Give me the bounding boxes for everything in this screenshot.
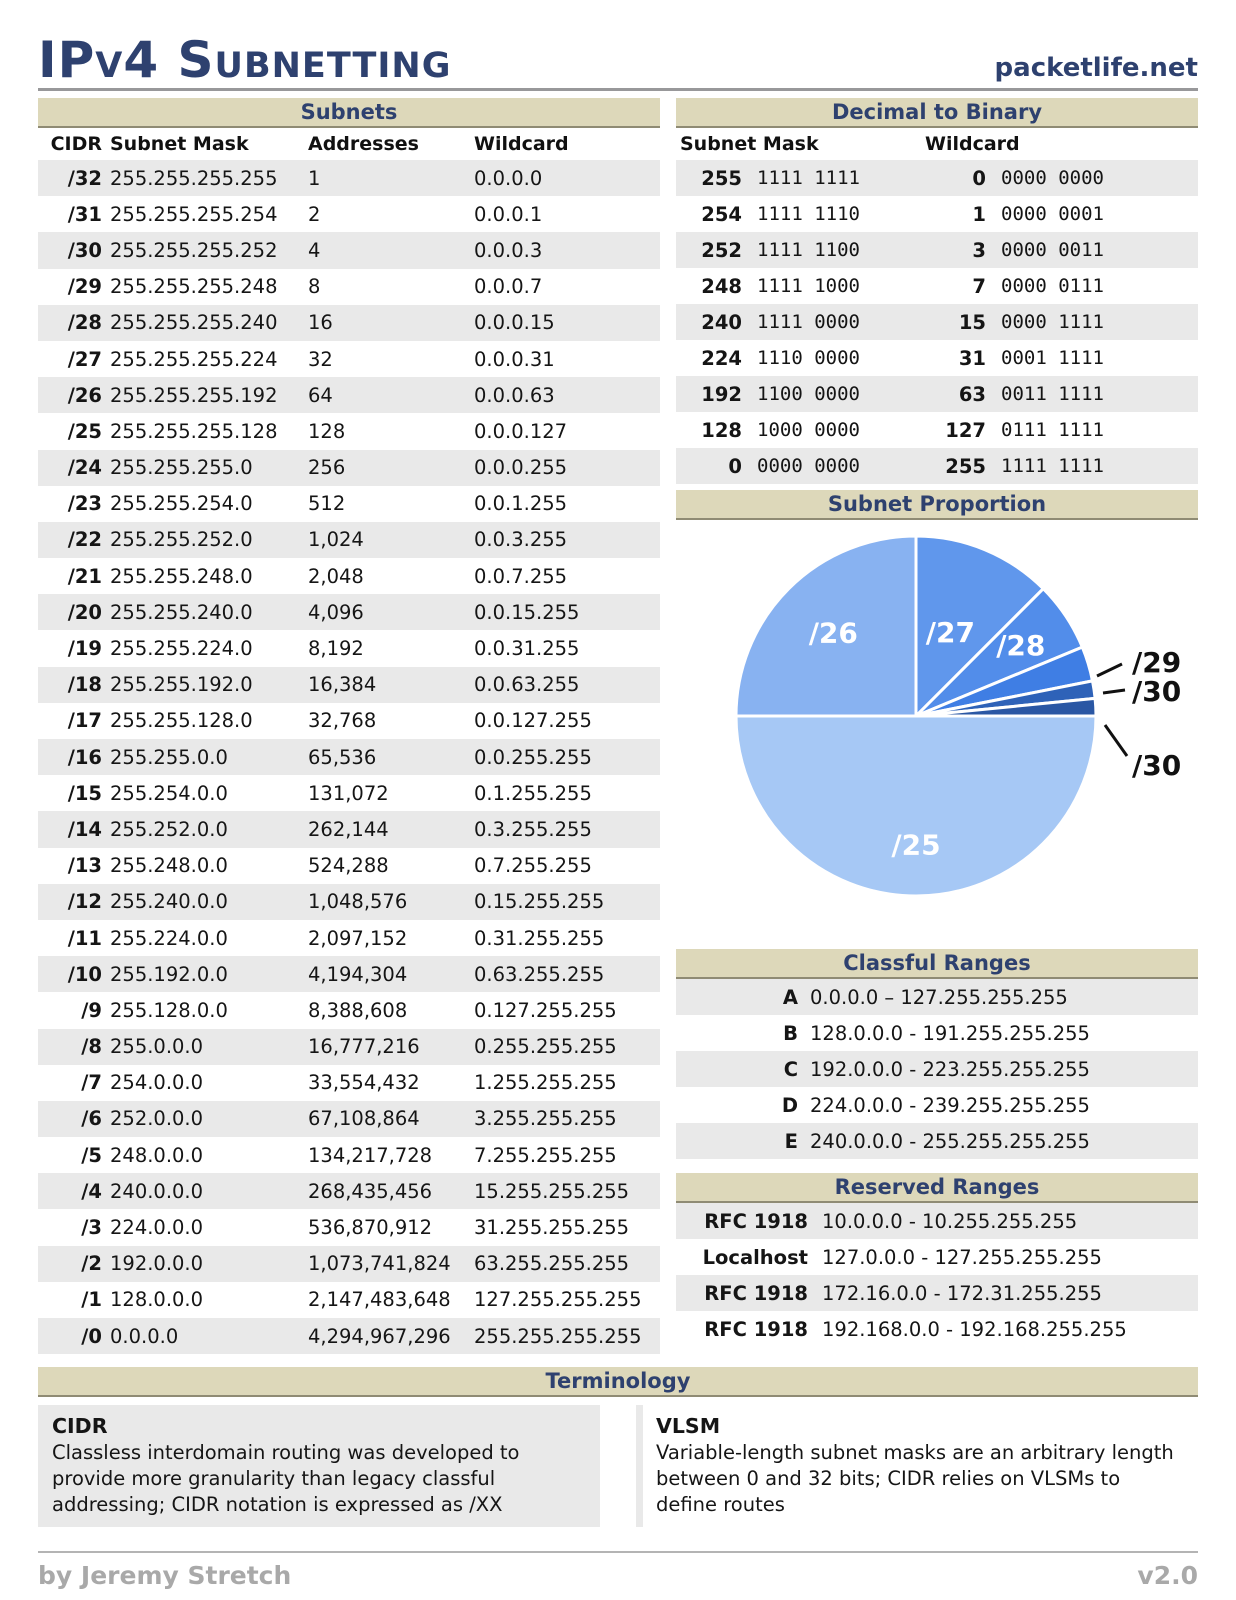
cell-cidr: /16 bbox=[67, 745, 102, 769]
cell-addresses: 256 bbox=[308, 456, 346, 480]
table-row bbox=[38, 232, 660, 268]
cell-reserved-range: 127.0.0.0 - 127.255.255.255 bbox=[822, 1245, 1102, 1269]
cell-cidr: /9 bbox=[81, 998, 102, 1022]
cell-addresses: 8,388,608 bbox=[308, 998, 408, 1022]
cell-class-range: 192.0.0.0 - 223.255.255.255 bbox=[810, 1057, 1090, 1081]
cell-addresses: 2 bbox=[308, 202, 321, 226]
cell-wildcard-decimal: 63 bbox=[958, 382, 986, 406]
cell-mask-decimal: 192 bbox=[701, 382, 742, 406]
cell-cidr: /3 bbox=[81, 1216, 102, 1240]
cell-mask: 255.248.0.0 bbox=[110, 854, 228, 878]
table-row bbox=[676, 304, 1198, 340]
cell-mask: 255.255.255.240 bbox=[110, 311, 278, 335]
cell-addresses: 4,194,304 bbox=[308, 962, 408, 986]
cell-mask: 255.255.254.0 bbox=[110, 492, 253, 516]
table-row bbox=[38, 956, 660, 992]
table-row bbox=[676, 376, 1198, 412]
pie-label-outside: /29 bbox=[1132, 646, 1182, 679]
cell-mask-decimal: 128 bbox=[701, 418, 742, 442]
table-row bbox=[676, 160, 1198, 196]
cell-wildcard: 0.0.31.255 bbox=[474, 637, 580, 661]
cell-mask: 255.240.0.0 bbox=[110, 890, 228, 914]
pie-label-outside: /30 bbox=[1132, 749, 1182, 782]
cell-class-letter: A bbox=[782, 985, 798, 1009]
cell-mask: 128.0.0.0 bbox=[110, 1288, 204, 1312]
cell-wildcard: 0.0.0.1 bbox=[474, 202, 543, 226]
cell-reserved-range: 10.0.0.0 - 10.255.255.255 bbox=[822, 1209, 1078, 1233]
cell-addresses: 512 bbox=[308, 492, 346, 516]
cell-cidr: /1 bbox=[81, 1288, 102, 1312]
cell-wildcard: 0.63.255.255 bbox=[474, 962, 605, 986]
cell-addresses: 1,073,741,824 bbox=[308, 1252, 451, 1276]
cell-wildcard: 63.255.255.255 bbox=[474, 1252, 630, 1276]
cell-wildcard: 0.0.7.255 bbox=[474, 564, 568, 588]
cell-reserved-label: RFC 1918 bbox=[704, 1209, 808, 1233]
cell-mask: 248.0.0.0 bbox=[110, 1143, 204, 1167]
cell-addresses: 2,097,152 bbox=[308, 926, 408, 950]
term-name: CIDR bbox=[52, 1414, 108, 1439]
cell-wildcard: 0.0.0.3 bbox=[474, 238, 543, 262]
cell-wildcard: 0.0.255.255 bbox=[474, 745, 592, 769]
cell-wildcard-binary: 0000 0111 bbox=[1001, 275, 1104, 297]
terminology-entry bbox=[636, 1405, 1198, 1527]
cell-wildcard: 31.255.255.255 bbox=[474, 1216, 630, 1240]
cell-mask-binary: 1000 0000 bbox=[757, 419, 860, 441]
cell-mask: 255.255.255.0 bbox=[110, 456, 253, 480]
subnets-column-headers bbox=[38, 128, 660, 160]
term-definition: Classless interdomain routing was developed to provide more granularity than legacy classful addressing; CIDR notation is expressed as /XX bbox=[52, 1441, 520, 1516]
col-header-subnet-mask: Subnet Mask bbox=[680, 133, 819, 155]
pie-label-outside: /30 bbox=[1132, 675, 1182, 708]
cell-wildcard: 0.0.0.63 bbox=[474, 383, 555, 407]
cell-cidr: /12 bbox=[67, 890, 102, 914]
cell-cidr: /2 bbox=[81, 1252, 102, 1276]
cell-mask: 255.128.0.0 bbox=[110, 998, 228, 1022]
cell-mask: 255.254.0.0 bbox=[110, 781, 228, 805]
cell-mask-decimal: 0 bbox=[728, 454, 742, 478]
cell-mask: 255.255.248.0 bbox=[110, 564, 253, 588]
cell-mask: 255.255.224.0 bbox=[110, 637, 253, 661]
cell-cidr: /8 bbox=[81, 1035, 102, 1059]
table-row bbox=[38, 1173, 660, 1209]
subnets-title-bar: Subnets bbox=[38, 98, 660, 128]
cell-mask-decimal: 254 bbox=[701, 202, 742, 226]
footer-author: by Jeremy Stretch bbox=[38, 1561, 292, 1591]
cell-wildcard: 0.0.1.255 bbox=[474, 492, 568, 516]
table-row bbox=[676, 1015, 1198, 1051]
cell-class-letter: E bbox=[784, 1129, 798, 1153]
cell-reserved-label: Localhost bbox=[702, 1245, 808, 1269]
classful-ranges-section bbox=[676, 949, 1198, 1159]
terminology-entries bbox=[38, 1405, 1198, 1527]
col-header-cidr: CIDR bbox=[50, 133, 102, 155]
cell-addresses: 2,147,483,648 bbox=[308, 1288, 451, 1312]
table-row bbox=[38, 196, 660, 232]
cell-wildcard: 0.3.255.255 bbox=[474, 817, 592, 841]
cell-mask-decimal: 224 bbox=[701, 346, 742, 370]
cell-mask-binary: 1111 1000 bbox=[757, 275, 860, 297]
cell-mask: 254.0.0.0 bbox=[110, 1071, 204, 1095]
cell-reserved-label: RFC 1918 bbox=[704, 1317, 808, 1341]
table-row bbox=[676, 1087, 1198, 1123]
cell-mask: 224.0.0.0 bbox=[110, 1216, 204, 1240]
cell-cidr: /22 bbox=[67, 528, 102, 552]
page-title: IPv4 Subnetting bbox=[38, 31, 452, 89]
terminology-section bbox=[38, 1367, 1198, 1527]
cell-class-range: 128.0.0.0 - 191.255.255.255 bbox=[810, 1021, 1090, 1045]
table-row bbox=[38, 775, 660, 811]
cell-cidr: /25 bbox=[67, 419, 102, 443]
table-row bbox=[38, 739, 660, 775]
reserved-rows bbox=[676, 1203, 1198, 1347]
cell-mask: 255.255.255.252 bbox=[110, 238, 278, 262]
cell-cidr: /32 bbox=[67, 166, 102, 190]
pie-label-inside: /25 bbox=[891, 828, 941, 862]
cell-mask: 255.255.128.0 bbox=[110, 709, 253, 733]
table-row bbox=[38, 377, 660, 413]
cell-addresses: 16,384 bbox=[308, 673, 377, 697]
table-row bbox=[38, 1101, 660, 1137]
cell-wildcard-decimal: 0 bbox=[972, 166, 986, 190]
cell-cidr: /15 bbox=[67, 781, 102, 805]
cell-wildcard: 0.0.0.0 bbox=[474, 166, 543, 190]
cell-cidr: /10 bbox=[67, 962, 102, 986]
cell-mask-decimal: 240 bbox=[701, 310, 742, 334]
table-row bbox=[38, 811, 660, 847]
cell-mask: 255.255.255.192 bbox=[110, 383, 278, 407]
table-row bbox=[38, 486, 660, 522]
cell-cidr: /17 bbox=[67, 709, 102, 733]
cell-wildcard: 0.255.255.255 bbox=[474, 1035, 617, 1059]
cell-mask: 240.0.0.0 bbox=[110, 1179, 204, 1203]
cell-addresses: 131,072 bbox=[308, 781, 389, 805]
cell-mask: 255.224.0.0 bbox=[110, 926, 228, 950]
cell-cidr: /0 bbox=[81, 1324, 102, 1348]
cell-wildcard-binary: 0111 1111 bbox=[1001, 419, 1104, 441]
cell-cidr: /13 bbox=[67, 854, 102, 878]
cell-mask-binary: 1111 1100 bbox=[757, 239, 860, 261]
cell-mask-binary: 1100 0000 bbox=[757, 383, 860, 405]
cell-mask: 0.0.0.0 bbox=[110, 1324, 179, 1348]
terminology-entry bbox=[38, 1405, 600, 1527]
cell-wildcard: 127.255.255.255 bbox=[474, 1288, 642, 1312]
pie-leader-line bbox=[1103, 690, 1125, 693]
cell-cidr: /20 bbox=[67, 600, 102, 624]
cell-class-range: 224.0.0.0 - 239.255.255.255 bbox=[810, 1093, 1090, 1117]
pie-label-inside: /27 bbox=[925, 615, 976, 649]
right-column bbox=[676, 98, 1198, 1347]
pie-leader-line bbox=[1105, 725, 1127, 756]
cell-wildcard-binary: 0000 0011 bbox=[1001, 239, 1104, 261]
cell-wildcard-decimal: 127 bbox=[945, 418, 986, 442]
cell-cidr: /18 bbox=[67, 673, 102, 697]
table-row bbox=[38, 558, 660, 594]
cell-cidr: /11 bbox=[67, 926, 102, 950]
cell-addresses: 16,777,216 bbox=[308, 1035, 420, 1059]
cell-wildcard: 0.0.0.31 bbox=[474, 347, 555, 371]
table-row bbox=[38, 341, 660, 377]
cell-wildcard-decimal: 3 bbox=[972, 238, 986, 262]
table-row bbox=[38, 1318, 660, 1354]
cell-mask: 255.255.255.255 bbox=[110, 166, 278, 190]
cell-cidr: /21 bbox=[67, 564, 102, 588]
table-row bbox=[38, 1246, 660, 1282]
cell-cidr: /24 bbox=[67, 456, 102, 480]
footer-version: v2.0 bbox=[1137, 1561, 1198, 1591]
cell-mask-binary: 1111 1110 bbox=[757, 203, 860, 225]
pie-label-inside: /28 bbox=[996, 629, 1046, 662]
subnets-rows bbox=[38, 160, 660, 1354]
cell-wildcard: 0.7.255.255 bbox=[474, 854, 592, 878]
cell-addresses: 524,288 bbox=[308, 854, 389, 878]
term-definition: Variable-length subnet masks are an arbitrary length between 0 and 32 bits; CIDR relies on VLSMs to define routes bbox=[656, 1441, 1174, 1516]
table-row bbox=[676, 448, 1198, 484]
cell-addresses: 262,144 bbox=[308, 817, 389, 841]
cell-addresses: 2,048 bbox=[308, 564, 364, 588]
cell-cidr: /6 bbox=[81, 1107, 102, 1131]
cell-addresses: 65,536 bbox=[308, 745, 377, 769]
cell-addresses: 64 bbox=[308, 383, 333, 407]
cell-wildcard: 0.0.127.255 bbox=[474, 709, 592, 733]
subnet-proportion-section bbox=[676, 490, 1198, 934]
table-row bbox=[38, 160, 660, 196]
table-row bbox=[38, 1137, 660, 1173]
table-row bbox=[38, 305, 660, 341]
cell-mask-decimal: 252 bbox=[701, 238, 742, 262]
page-footer bbox=[38, 1551, 1198, 1590]
table-row bbox=[38, 992, 660, 1028]
table-row bbox=[38, 920, 660, 956]
cell-wildcard: 0.127.255.255 bbox=[474, 998, 617, 1022]
cell-addresses: 4,294,967,296 bbox=[308, 1324, 451, 1348]
cell-wildcard: 0.0.63.255 bbox=[474, 673, 580, 697]
col-header-mask: Subnet Mask bbox=[110, 133, 249, 155]
cell-cidr: /31 bbox=[67, 202, 102, 226]
reserved-ranges-title-bar: Reserved Ranges bbox=[676, 1173, 1198, 1203]
table-row bbox=[38, 1209, 660, 1245]
cell-wildcard-binary: 0000 0000 bbox=[1001, 167, 1104, 189]
table-row bbox=[38, 630, 660, 666]
cell-mask-decimal: 255 bbox=[701, 166, 742, 190]
table-row bbox=[676, 1239, 1198, 1275]
d2b-rows bbox=[676, 160, 1198, 484]
table-row bbox=[676, 232, 1198, 268]
cell-mask: 255.192.0.0 bbox=[110, 962, 228, 986]
cell-addresses: 1,048,576 bbox=[308, 890, 408, 914]
cell-wildcard-decimal: 31 bbox=[958, 346, 986, 370]
cell-cidr: /19 bbox=[67, 637, 102, 661]
cell-cidr: /7 bbox=[81, 1071, 102, 1095]
cell-wildcard: 3.255.255.255 bbox=[474, 1107, 617, 1131]
pie-slice-25-5 bbox=[736, 716, 1096, 896]
site-link: packetlife.net bbox=[994, 53, 1198, 83]
cell-cidr: /30 bbox=[67, 238, 102, 262]
decimal-to-binary-section bbox=[676, 98, 1198, 484]
table-row bbox=[676, 196, 1198, 232]
cell-mask: 255.255.192.0 bbox=[110, 673, 253, 697]
pie-leader-line bbox=[1097, 664, 1122, 676]
cell-mask-binary: 1110 0000 bbox=[757, 347, 860, 369]
cell-wildcard: 0.0.15.255 bbox=[474, 600, 580, 624]
page-header bbox=[38, 24, 1198, 88]
cell-wildcard: 1.255.255.255 bbox=[474, 1071, 617, 1095]
pie-label-inside: /26 bbox=[808, 616, 858, 650]
cell-addresses: 16 bbox=[308, 311, 333, 335]
cell-wildcard: 0.31.255.255 bbox=[474, 926, 605, 950]
table-row bbox=[38, 667, 660, 703]
cell-class-range: 0.0.0.0 – 127.255.255.255 bbox=[810, 985, 1068, 1009]
subnets-section bbox=[38, 98, 660, 1354]
table-row bbox=[38, 450, 660, 486]
table-row bbox=[38, 594, 660, 630]
table-row bbox=[38, 1065, 660, 1101]
cell-addresses: 8 bbox=[308, 275, 321, 299]
cell-wildcard-binary: 1111 1111 bbox=[1001, 455, 1104, 477]
table-row bbox=[676, 412, 1198, 448]
cell-addresses: 134,217,728 bbox=[308, 1143, 433, 1167]
col-header-wildcard: Wildcard bbox=[474, 133, 569, 155]
table-row bbox=[676, 1123, 1198, 1159]
table-row bbox=[676, 1203, 1198, 1239]
table-row bbox=[676, 268, 1198, 304]
decimal-to-binary-title-bar: Decimal to Binary bbox=[676, 98, 1198, 128]
cell-cidr: /29 bbox=[67, 275, 102, 299]
cell-addresses: 536,870,912 bbox=[308, 1216, 433, 1240]
cell-mask: 252.0.0.0 bbox=[110, 1107, 204, 1131]
table-row bbox=[38, 1282, 660, 1318]
cell-wildcard: 0.0.0.255 bbox=[474, 456, 568, 480]
d2b-column-headers bbox=[676, 128, 1198, 160]
cell-mask-binary: 0000 0000 bbox=[757, 455, 860, 477]
cell-mask: 255.252.0.0 bbox=[110, 817, 228, 841]
cell-mask: 255.255.0.0 bbox=[110, 745, 228, 769]
term-name: VLSM bbox=[656, 1414, 721, 1439]
table-row bbox=[38, 1029, 660, 1065]
cell-cidr: /14 bbox=[67, 817, 102, 841]
classful-ranges-title-bar: Classful Ranges bbox=[676, 949, 1198, 979]
cell-addresses: 268,435,456 bbox=[308, 1179, 433, 1203]
table-row bbox=[38, 884, 660, 920]
col-header-addresses: Addresses bbox=[308, 133, 419, 155]
cell-wildcard-decimal: 15 bbox=[958, 310, 986, 334]
table-row bbox=[676, 1275, 1198, 1311]
cell-mask: 255.255.255.224 bbox=[110, 347, 278, 371]
cell-wildcard-binary: 0001 1111 bbox=[1001, 347, 1104, 369]
table-row bbox=[38, 848, 660, 884]
cell-wildcard: 15.255.255.255 bbox=[474, 1179, 630, 1203]
cell-class-letter: C bbox=[783, 1057, 798, 1081]
table-row bbox=[676, 979, 1198, 1015]
cell-reserved-range: 172.16.0.0 - 172.31.255.255 bbox=[822, 1281, 1102, 1305]
cell-cidr: /23 bbox=[67, 492, 102, 516]
cell-addresses: 4,096 bbox=[308, 600, 364, 624]
cell-mask-binary: 1111 1111 bbox=[757, 167, 860, 189]
cell-wildcard: 0.0.0.7 bbox=[474, 275, 543, 299]
cell-cidr: /4 bbox=[81, 1179, 102, 1203]
cell-mask-binary: 1111 0000 bbox=[757, 311, 860, 333]
cell-mask: 255.255.240.0 bbox=[110, 600, 253, 624]
cell-wildcard: 255.255.255.255 bbox=[474, 1324, 642, 1348]
cell-addresses: 32,768 bbox=[308, 709, 377, 733]
cell-class-letter: D bbox=[781, 1093, 798, 1117]
table-row bbox=[38, 522, 660, 558]
cell-class-letter: B bbox=[783, 1021, 798, 1045]
classful-rows bbox=[676, 979, 1198, 1159]
terminology-title-bar: Terminology bbox=[38, 1367, 1198, 1397]
cell-mask: 192.0.0.0 bbox=[110, 1252, 204, 1276]
cell-cidr: /28 bbox=[67, 311, 102, 335]
cell-addresses: 1,024 bbox=[308, 528, 364, 552]
cell-wildcard: 0.0.0.127 bbox=[474, 419, 568, 443]
cell-wildcard-decimal: 1 bbox=[972, 202, 986, 226]
cell-wildcard: 7.255.255.255 bbox=[474, 1143, 617, 1167]
cell-mask: 255.255.255.248 bbox=[110, 275, 278, 299]
cell-wildcard-decimal: 255 bbox=[945, 454, 986, 478]
cell-mask: 255.0.0.0 bbox=[110, 1035, 204, 1059]
table-row bbox=[38, 703, 660, 739]
table-row bbox=[38, 413, 660, 449]
cell-wildcard: 0.1.255.255 bbox=[474, 781, 592, 805]
cell-wildcard: 0.0.0.15 bbox=[474, 311, 555, 335]
footer-divider bbox=[38, 1551, 1198, 1553]
content-columns bbox=[38, 98, 1198, 1354]
cell-cidr: /5 bbox=[81, 1143, 102, 1167]
cell-cidr: /27 bbox=[67, 347, 102, 371]
cell-reserved-label: RFC 1918 bbox=[704, 1281, 808, 1305]
subnet-proportion-title-bar: Subnet Proportion bbox=[676, 490, 1198, 520]
col-header-wildcard: Wildcard bbox=[925, 133, 1020, 155]
cell-wildcard-decimal: 7 bbox=[972, 274, 986, 298]
cell-cidr: /26 bbox=[67, 383, 102, 407]
cell-wildcard-binary: 0000 0001 bbox=[1001, 203, 1104, 225]
cell-addresses: 4 bbox=[308, 238, 321, 262]
cell-class-range: 240.0.0.0 - 255.255.255.255 bbox=[810, 1129, 1090, 1153]
table-row bbox=[676, 1051, 1198, 1087]
cell-mask: 255.255.252.0 bbox=[110, 528, 253, 552]
cell-mask-decimal: 248 bbox=[701, 274, 742, 298]
cell-wildcard: 0.15.255.255 bbox=[474, 890, 605, 914]
cell-mask: 255.255.255.254 bbox=[110, 202, 278, 226]
cell-mask: 255.255.255.128 bbox=[110, 419, 278, 443]
cell-wildcard-binary: 0011 1111 bbox=[1001, 383, 1104, 405]
cell-addresses: 1 bbox=[308, 166, 321, 190]
cell-addresses: 8,192 bbox=[308, 637, 364, 661]
cell-addresses: 32 bbox=[308, 347, 333, 371]
cell-addresses: 67,108,864 bbox=[308, 1107, 420, 1131]
cell-wildcard: 0.0.3.255 bbox=[474, 528, 568, 552]
reserved-ranges-section bbox=[676, 1173, 1198, 1347]
cell-wildcard-binary: 0000 1111 bbox=[1001, 311, 1104, 333]
table-row bbox=[676, 340, 1198, 376]
cell-addresses: 128 bbox=[308, 419, 346, 443]
cell-reserved-range: 192.168.0.0 - 192.168.255.255 bbox=[822, 1317, 1127, 1341]
table-row bbox=[38, 269, 660, 305]
subnet-proportion-pie-chart bbox=[676, 520, 1200, 934]
table-row bbox=[676, 1311, 1198, 1347]
cell-addresses: 33,554,432 bbox=[308, 1071, 420, 1095]
